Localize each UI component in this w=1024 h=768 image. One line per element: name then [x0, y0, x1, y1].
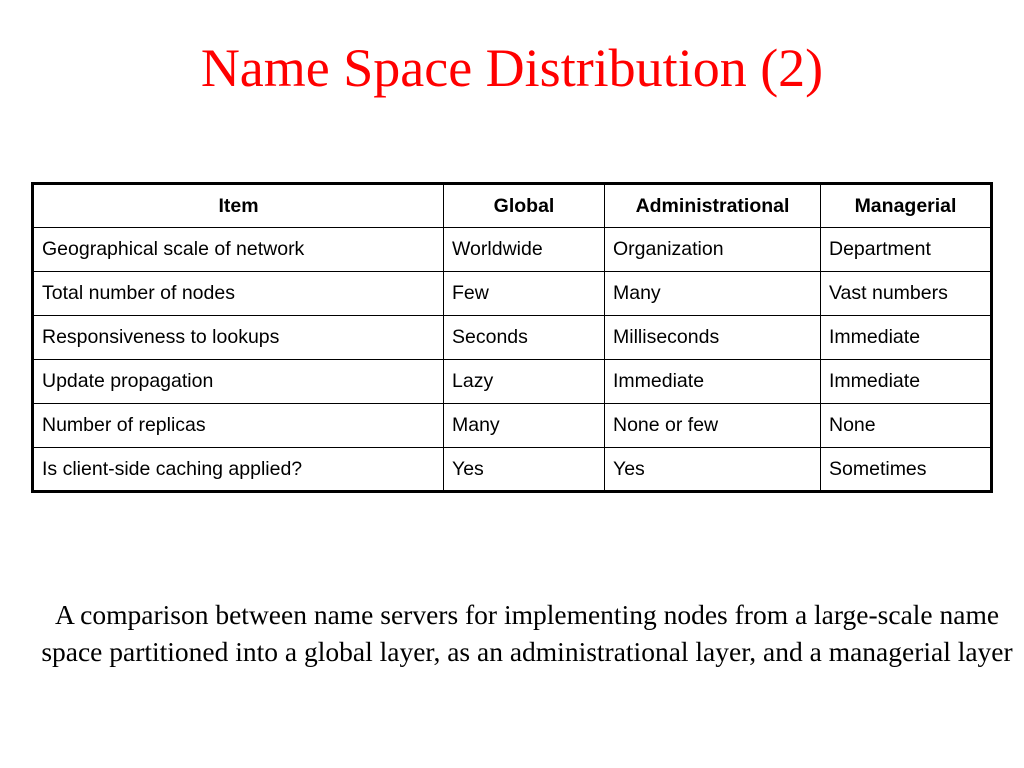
table-row [33, 404, 992, 448]
table-cell: Update propagation [33, 360, 444, 404]
table-cell: Immediate [605, 360, 821, 404]
table-cell: Yes [444, 448, 605, 492]
table-row [33, 272, 992, 316]
table-cell: Immediate [821, 316, 992, 360]
table-cell: Yes [605, 448, 821, 492]
table-cell: Number of replicas [33, 404, 444, 448]
table-cell: Organization [605, 228, 821, 272]
comparison-table [31, 182, 993, 493]
table-cell: Is client-side caching applied? [33, 448, 444, 492]
table-cell: Worldwide [444, 228, 605, 272]
table-cell: Milliseconds [605, 316, 821, 360]
table-cell: Sometimes [821, 448, 992, 492]
table-cell: Vast numbers [821, 272, 992, 316]
table-cell: Many [605, 272, 821, 316]
slide-title: Name Space Distribution (2) [200, 38, 824, 98]
header-item: Item [33, 184, 444, 228]
header-managerial: Managerial [821, 184, 992, 228]
table-cell: Many [444, 404, 605, 448]
table-cell: Immediate [821, 360, 992, 404]
table-cell: Department [821, 228, 992, 272]
table-cell: Geographical scale of network [33, 228, 444, 272]
table-cell: None or few [605, 404, 821, 448]
table-row [33, 228, 992, 272]
table-row [33, 448, 992, 492]
table-cell: Few [444, 272, 605, 316]
table-cell: Total number of nodes [33, 272, 444, 316]
table-cell: Seconds [444, 316, 605, 360]
table-cell: Responsiveness to lookups [33, 316, 444, 360]
header-global: Global [444, 184, 605, 228]
table-cell: None [821, 404, 992, 448]
table-cell: Lazy [444, 360, 605, 404]
slide-caption: A comparison between name servers for implementing nodes from a large-scale name space partitioned into a global layer, as an administrational layer, and a managerial layer [41, 599, 1013, 667]
table-row [33, 316, 992, 360]
table-header-row [33, 184, 992, 228]
header-administrational: Administrational [605, 184, 821, 228]
table-row [33, 360, 992, 404]
